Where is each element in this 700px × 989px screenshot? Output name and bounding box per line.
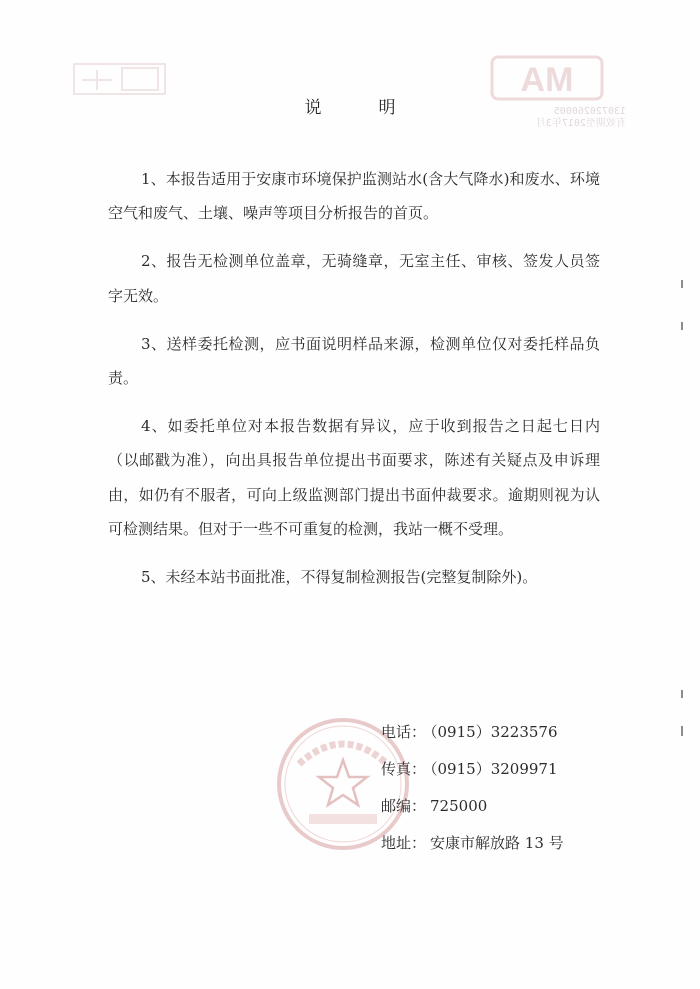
postcode-value: 725000: [430, 797, 488, 815]
phone-row: [381, 714, 564, 751]
notes-list: [108, 162, 600, 608]
address-row: [381, 825, 564, 862]
fax-row: [381, 751, 564, 788]
phone-label: 电话：: [381, 723, 427, 741]
postcode-row: [381, 788, 564, 825]
note-item-5: 5、未经本站书面批准，不得复制检测报告(完整复制除外)。: [141, 568, 538, 587]
fax-value: （0915）3209971: [430, 760, 558, 778]
postcode-label: 邮编：: [381, 797, 427, 815]
fax-label: 传真：: [381, 760, 427, 778]
contact-info: [381, 714, 564, 862]
note-item-3: 3、送样委托检测，应书面说明样品来源，检测单位仅对委托样品负责。: [108, 334, 600, 388]
note-item-4: 4、如委托单位对本报告数据有异议，应于收到报告之日起七日内（以邮戳为准），向出具报告单位提出书面要求，陈述有关疑点及申诉理由，如仍有不服者，可向上级监测部门提出书面仲裁要求。逾期则视为认可检测结果。但对于一些不可重复的检测，我站一概不受理。: [108, 417, 600, 538]
note-item-2: 2、报告无检测单位盖章，无骑缝章，无室主任、审核、签发人员签字无效。: [108, 252, 600, 305]
note-item-1: 1、本报告适用于安康市环境保护监测站水(含大气降水)和废水、环境空气和废气、土壤、噪声等项目分析报告的首页。: [108, 170, 600, 223]
faint-stamp-top-left: [72, 62, 167, 96]
address-value: 安康市解放路 13 号: [430, 834, 564, 852]
page-title: 说 明: [304, 98, 416, 118]
scan-edge-marks: [676, 280, 686, 760]
mirrored-stamp-line-1: 130720260005: [553, 106, 626, 117]
mirrored-stamp-line-2: 有效期至2017年3月: [535, 118, 626, 129]
address-label: 地址：: [381, 834, 427, 852]
phone-value: （0915）3223576: [430, 723, 558, 741]
cma-logo-letters: AM: [520, 61, 574, 99]
